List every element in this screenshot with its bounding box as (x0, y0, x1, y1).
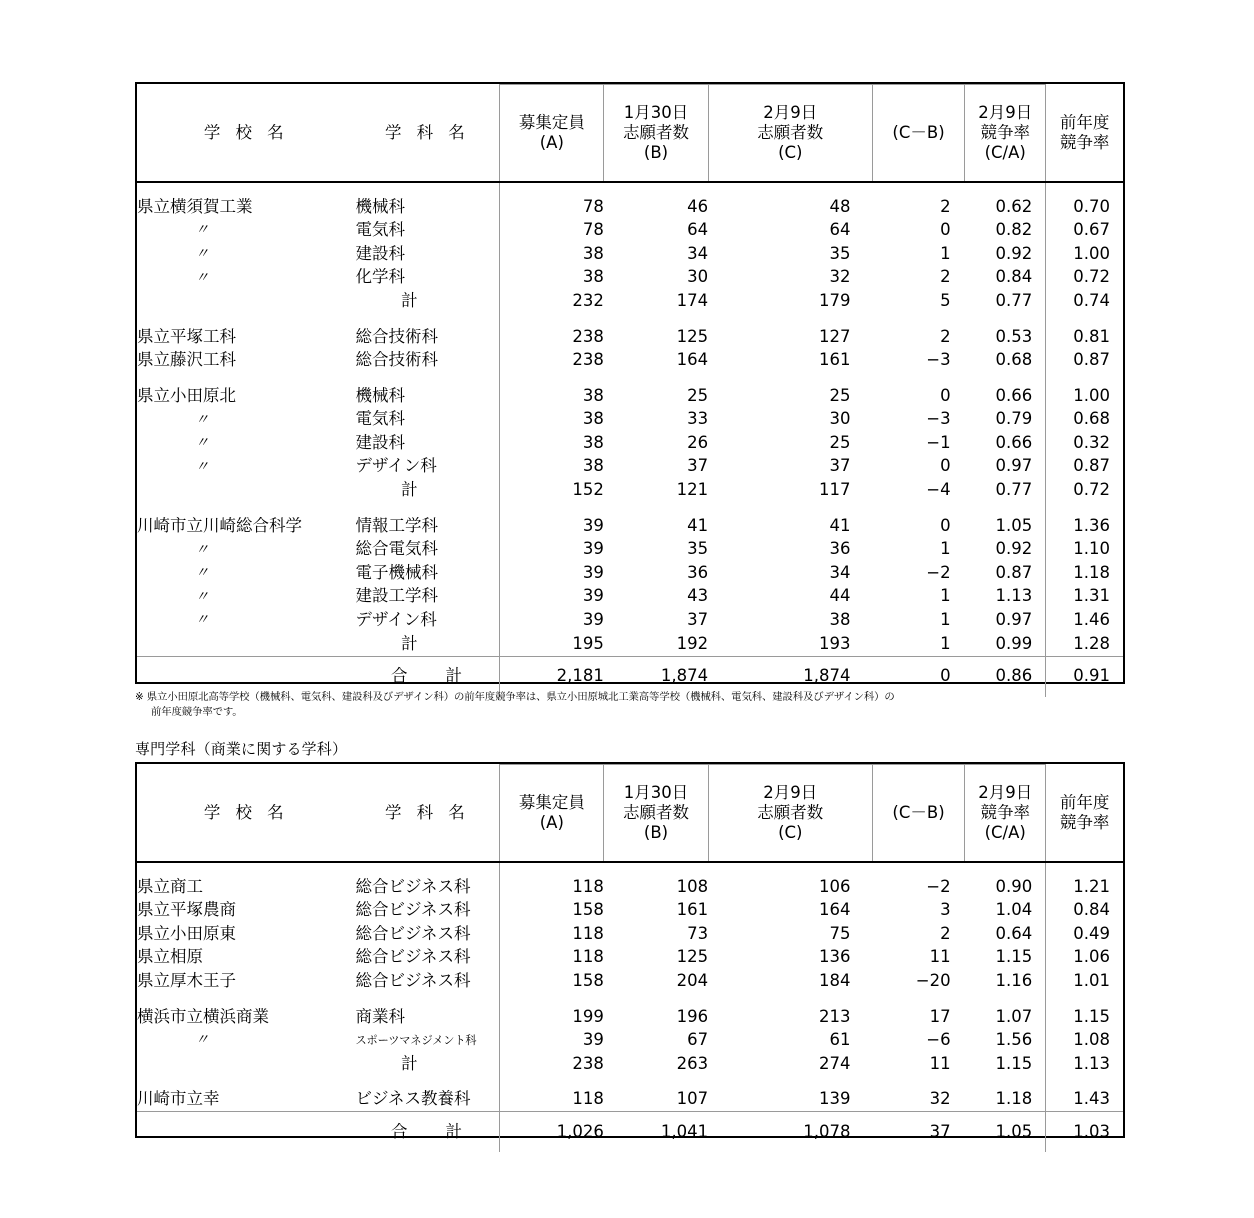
cell-ratio: 1.13 (995, 586, 1033, 606)
cell-quota: 39 (500, 514, 604, 538)
cell-quota: 38 (500, 455, 604, 479)
cell-applicants-b: 64 (687, 220, 709, 240)
school-ditto-mark: 〃 (195, 541, 209, 558)
cell-quota: 118 (500, 875, 604, 899)
cell-applicants-b: 34 (687, 243, 709, 263)
cell-applicants-b: 164 (676, 350, 709, 370)
cell-quota: 78 (500, 219, 604, 243)
school-name: 県立横須賀工業 (137, 196, 253, 216)
table-row (137, 479, 1123, 503)
cell-previous-ratio: 1.01 (1046, 969, 1123, 993)
cell-previous-ratio: 0.87 (1046, 349, 1123, 373)
cell-applicants-c: 25 (829, 385, 851, 405)
cell-applicants-c: 161 (818, 350, 851, 370)
cell-previous-ratio: 1.31 (1046, 585, 1123, 609)
department-name: 建設科 (355, 243, 405, 263)
table-row (137, 969, 1123, 993)
table-row (137, 632, 1123, 656)
department-name: デザイン科 (355, 610, 437, 630)
total-previous-ratio: 0.91 (1046, 657, 1123, 697)
table-row (137, 195, 1123, 219)
cell-applicants-c: 64 (829, 220, 851, 240)
cell-ratio: 0.97 (995, 456, 1033, 476)
cell-applicants-c: 213 (818, 1006, 851, 1026)
cell-previous-ratio: 0.74 (1046, 289, 1123, 313)
cell-ratio: 1.15 (995, 947, 1033, 967)
cell-ratio: 1.56 (995, 1030, 1033, 1050)
table-row (137, 431, 1123, 455)
department-name: 総合電気科 (355, 539, 438, 559)
cell-previous-ratio: 0.84 (1046, 899, 1123, 923)
total-difference: 0 (940, 666, 951, 686)
cell-ratio: 0.97 (995, 610, 1033, 630)
school-name: 川崎市立川崎総合科学 (137, 515, 302, 535)
school-name: 県立商工 (137, 876, 203, 896)
table-row (137, 455, 1123, 479)
cell-ratio: 1.07 (995, 1006, 1033, 1026)
cell-quota: 238 (500, 325, 604, 349)
department-name: 電気科 (355, 409, 405, 429)
cell-ratio: 1.16 (995, 970, 1033, 990)
cell-difference: −6 (926, 1030, 951, 1050)
cell-ratio: 0.53 (995, 326, 1033, 346)
grand-total-row (137, 1112, 1123, 1152)
table-2-body (137, 862, 1123, 1112)
school-ditto-mark: 〃 (195, 1032, 209, 1049)
cell-ratio: 0.66 (995, 432, 1033, 452)
cell-applicants-c: 193 (818, 633, 851, 653)
department-name: 総合ビジネス科 (355, 947, 471, 967)
group-spacer-row (137, 502, 1123, 514)
cell-applicants-c: 36 (829, 539, 851, 559)
cell-previous-ratio: 1.06 (1046, 946, 1123, 970)
top-padding-row (137, 862, 1123, 875)
cell-applicants-c: 30 (829, 409, 851, 429)
subtotal-label: 計 (401, 1053, 418, 1073)
school-name: 県立小田原北 (137, 385, 236, 405)
cell-quota: 39 (500, 585, 604, 609)
header-previous-ratio: 前年度 競争率 (1046, 765, 1123, 863)
school-ditto-mark: 〃 (195, 612, 209, 629)
cell-ratio: 0.92 (995, 539, 1033, 559)
total-quota: 1,026 (500, 1112, 604, 1152)
subtotal-label: 計 (401, 290, 418, 310)
table-row (137, 289, 1123, 313)
cell-previous-ratio: 0.87 (1046, 455, 1123, 479)
total-difference: 37 (929, 1122, 951, 1142)
table-row (137, 266, 1123, 290)
cell-previous-ratio: 0.81 (1046, 325, 1123, 349)
cell-quota: 38 (500, 266, 604, 290)
total-previous-ratio: 1.03 (1046, 1112, 1123, 1152)
table-row (137, 538, 1123, 562)
header-quota: 募集定員 (A) (500, 85, 604, 183)
cell-difference: 2 (940, 267, 951, 287)
total-ratio: 1.05 (995, 1122, 1033, 1142)
cell-ratio: 0.79 (995, 409, 1033, 429)
cell-applicants-b: 35 (687, 539, 709, 559)
department-name: 総合ビジネス科 (355, 970, 471, 990)
cell-ratio: 0.64 (995, 923, 1033, 943)
school-name: 県立藤沢工科 (137, 350, 236, 370)
cell-difference: −4 (926, 480, 951, 500)
school-ditto-mark: 〃 (195, 458, 209, 475)
cell-quota: 238 (500, 349, 604, 373)
school-ditto-mark: 〃 (195, 588, 209, 605)
total-spacer (137, 1112, 355, 1152)
department-name: 化学科 (355, 267, 405, 287)
group-spacer-row (137, 993, 1123, 1005)
cell-previous-ratio: 1.46 (1046, 609, 1123, 633)
cell-difference: 1 (940, 633, 951, 653)
table-1-body (137, 182, 1123, 656)
top-padding-row (137, 182, 1123, 195)
cell-ratio: 0.68 (995, 350, 1033, 370)
cell-applicants-c: 75 (829, 923, 851, 943)
cell-difference: 2 (940, 923, 951, 943)
cell-quota: 238 (500, 1052, 604, 1076)
cell-difference: 2 (940, 196, 951, 216)
cell-quota: 39 (500, 561, 604, 585)
cell-previous-ratio: 0.68 (1046, 408, 1123, 432)
department-name: 総合ビジネス科 (355, 900, 471, 920)
total-applicants-b: 1,041 (660, 1122, 709, 1142)
grand-total-label: 合 計 (391, 1122, 464, 1142)
header-applicants-c: 2月9日 志願者数 (C) (708, 85, 872, 183)
cell-applicants-b: 161 (676, 900, 709, 920)
cell-quota: 78 (500, 195, 604, 219)
cell-quota: 158 (500, 899, 604, 923)
cell-applicants-b: 67 (687, 1030, 709, 1050)
table-row (137, 1005, 1123, 1029)
cell-quota: 38 (500, 431, 604, 455)
total-applicants-c: 1,078 (803, 1122, 851, 1142)
table-commerce-departments (135, 762, 1125, 1142)
cell-previous-ratio: 1.08 (1046, 1029, 1123, 1053)
cell-difference: 32 (929, 1089, 951, 1109)
school-name: 県立相原 (137, 947, 203, 967)
cell-previous-ratio: 1.00 (1046, 384, 1123, 408)
cell-applicants-b: 108 (676, 876, 709, 896)
cell-quota: 38 (500, 384, 604, 408)
cell-ratio: 0.82 (995, 220, 1033, 240)
cell-applicants-c: 164 (818, 900, 851, 920)
cell-applicants-b: 26 (687, 432, 709, 452)
school-name: 県立平塚農商 (137, 900, 236, 920)
department-name: 機械科 (355, 385, 405, 405)
cell-ratio: 1.04 (995, 900, 1033, 920)
table-row (137, 1052, 1123, 1076)
cell-applicants-b: 121 (676, 480, 709, 500)
cell-applicants-c: 44 (829, 586, 851, 606)
school-name: 県立厚木王子 (137, 970, 236, 990)
table-row (137, 219, 1123, 243)
school-ditto-mark: 〃 (195, 411, 209, 428)
cell-ratio: 1.05 (995, 515, 1033, 535)
cell-applicants-c: 37 (829, 456, 851, 476)
school-ditto-mark: 〃 (195, 565, 209, 582)
cell-applicants-c: 48 (829, 196, 851, 216)
cell-difference: 11 (929, 947, 951, 967)
cell-quota: 38 (500, 408, 604, 432)
table-2-total-section (137, 1112, 1123, 1153)
cell-difference: 2 (940, 326, 951, 346)
cell-previous-ratio: 1.18 (1046, 561, 1123, 585)
table-row (137, 325, 1123, 349)
total-ratio: 0.86 (995, 666, 1033, 686)
cell-ratio: 0.87 (995, 562, 1033, 582)
cell-previous-ratio: 1.10 (1046, 538, 1123, 562)
department-name: 商業科 (355, 1006, 405, 1026)
cell-ratio: 0.77 (995, 480, 1033, 500)
table-row (137, 384, 1123, 408)
cell-difference: 0 (940, 456, 951, 476)
cell-applicants-b: 196 (676, 1006, 709, 1026)
cell-quota: 152 (500, 479, 604, 503)
cell-ratio: 1.18 (995, 1089, 1033, 1109)
cell-applicants-b: 73 (687, 923, 709, 943)
cell-applicants-c: 25 (829, 432, 851, 452)
department-name: デザイン科 (355, 456, 437, 476)
cell-ratio: 0.90 (995, 876, 1033, 896)
cell-applicants-c: 127 (818, 326, 851, 346)
header-applicants-b: 1月30日 志願者数 (B) (604, 85, 708, 183)
cell-difference: 11 (929, 1053, 951, 1073)
table-2-grid (137, 764, 1123, 1152)
cell-applicants-b: 30 (687, 267, 709, 287)
cell-difference: 0 (940, 220, 951, 240)
cell-ratio: 0.84 (995, 267, 1033, 287)
header-department: 学 科 名 (355, 85, 499, 183)
department-name: スポーツマネジメント科 (355, 1033, 477, 1047)
cell-previous-ratio: 0.72 (1046, 479, 1123, 503)
cell-difference: −3 (926, 409, 951, 429)
table-1-grid (137, 84, 1123, 697)
department-name: 建設科 (355, 432, 405, 452)
cell-previous-ratio: 0.70 (1046, 195, 1123, 219)
header-department: 学 科 名 (355, 765, 499, 863)
cell-difference: 0 (940, 515, 951, 535)
header-difference: (C－B) (872, 85, 964, 183)
cell-difference: −20 (915, 970, 951, 990)
table-row (137, 408, 1123, 432)
table-row (137, 242, 1123, 266)
table-row (137, 585, 1123, 609)
cell-previous-ratio: 1.13 (1046, 1052, 1123, 1076)
school-name: 横浜市立横浜商業 (137, 1006, 269, 1026)
cell-previous-ratio: 1.43 (1046, 1088, 1123, 1112)
table-row (137, 1088, 1123, 1112)
school-ditto-mark: 〃 (195, 269, 209, 286)
cell-applicants-c: 117 (818, 480, 851, 500)
cell-difference: 1 (940, 243, 951, 263)
cell-applicants-b: 174 (676, 290, 709, 310)
footnote-line-1: ※ 県立小田原北高等学校（機械科、電気科、建設科及びデザイン科）の前年度競争率は、県立小田原城北工業高等学校（機械科、電気科、建設科及びデザイン科）の (135, 691, 895, 703)
table-row (137, 514, 1123, 538)
total-quota: 2,181 (500, 657, 604, 697)
cell-ratio: 1.15 (995, 1053, 1033, 1073)
cell-applicants-b: 33 (687, 409, 709, 429)
cell-previous-ratio: 1.36 (1046, 514, 1123, 538)
table-row (137, 875, 1123, 899)
school-name: 川崎市立幸 (137, 1089, 220, 1109)
cell-applicants-b: 25 (687, 385, 709, 405)
cell-quota: 39 (500, 1029, 604, 1053)
cell-applicants-c: 32 (829, 267, 851, 287)
cell-previous-ratio: 1.15 (1046, 1005, 1123, 1029)
department-name: 機械科 (355, 196, 405, 216)
cell-applicants-b: 36 (687, 562, 709, 582)
school-name (137, 289, 355, 313)
school-ditto-mark: 〃 (195, 435, 209, 452)
cell-previous-ratio: 1.28 (1046, 632, 1123, 656)
cell-previous-ratio: 1.21 (1046, 875, 1123, 899)
cell-difference: −1 (926, 432, 951, 452)
header-applicants-c: 2月9日 志願者数 (C) (708, 765, 872, 863)
school-name (137, 479, 355, 503)
cell-applicants-c: 34 (829, 562, 851, 582)
cell-difference: 1 (940, 610, 951, 630)
school-name: 県立小田原東 (137, 923, 236, 943)
cell-applicants-b: 46 (687, 196, 709, 216)
table-row (137, 946, 1123, 970)
group-spacer-row (137, 313, 1123, 325)
group-spacer-row (137, 1076, 1123, 1088)
table-row (137, 561, 1123, 585)
cell-applicants-c: 41 (829, 515, 851, 535)
school-ditto-mark: 〃 (195, 245, 209, 262)
table-row (137, 609, 1123, 633)
cell-applicants-b: 125 (676, 326, 709, 346)
cell-quota: 118 (500, 922, 604, 946)
cell-difference: 0 (940, 385, 951, 405)
header-previous-ratio: 前年度 競争率 (1046, 85, 1123, 183)
table-header-row (137, 765, 1123, 863)
header-quota: 募集定員 (A) (500, 765, 604, 863)
cell-difference: −3 (926, 350, 951, 370)
cell-ratio: 0.77 (995, 290, 1033, 310)
cell-quota: 118 (500, 1088, 604, 1112)
department-name: 建設工学科 (355, 586, 438, 606)
cell-applicants-b: 125 (676, 947, 709, 967)
department-name: 総合技術科 (355, 350, 438, 370)
cell-difference: −2 (926, 562, 951, 582)
grand-total-label: 合 計 (391, 666, 464, 686)
department-name: 電気科 (355, 220, 405, 240)
section-title-commerce: 専門学科（商業に関する学科） (135, 740, 348, 758)
cell-applicants-c: 179 (818, 290, 851, 310)
table-row (137, 922, 1123, 946)
footnote (135, 690, 895, 720)
header-school: 学 校 名 (137, 765, 355, 863)
cell-ratio: 0.62 (995, 196, 1033, 216)
total-applicants-c: 1,874 (803, 666, 851, 686)
cell-difference: −2 (926, 876, 951, 896)
cell-applicants-c: 139 (818, 1089, 851, 1109)
cell-applicants-b: 43 (687, 586, 709, 606)
department-name: 総合ビジネス科 (355, 923, 471, 943)
group-spacer-row (137, 372, 1123, 384)
school-ditto-mark: 〃 (195, 222, 209, 239)
cell-quota: 199 (500, 1005, 604, 1029)
subtotal-label: 計 (401, 480, 418, 500)
cell-quota: 118 (500, 946, 604, 970)
cell-applicants-b: 41 (687, 515, 709, 535)
department-name: ビジネス教養科 (355, 1089, 471, 1109)
cell-applicants-c: 38 (829, 610, 851, 630)
school-name (137, 632, 355, 656)
cell-applicants-b: 37 (687, 456, 709, 476)
cell-applicants-c: 106 (818, 876, 851, 896)
school-name: 県立平塚工科 (137, 326, 236, 346)
cell-previous-ratio: 1.00 (1046, 242, 1123, 266)
cell-difference: 17 (929, 1006, 951, 1026)
cell-difference: 3 (940, 900, 951, 920)
cell-applicants-b: 192 (676, 633, 709, 653)
total-applicants-b: 1,874 (660, 666, 709, 686)
cell-applicants-c: 136 (818, 947, 851, 967)
cell-previous-ratio: 0.49 (1046, 922, 1123, 946)
cell-applicants-c: 61 (829, 1030, 851, 1050)
table-header-row (137, 85, 1123, 183)
header-applicants-b: 1月30日 志願者数 (B) (604, 765, 708, 863)
cell-quota: 158 (500, 969, 604, 993)
cell-ratio: 0.66 (995, 385, 1033, 405)
school-name (137, 1052, 355, 1076)
header-ratio: 2月9日 競争率 (C/A) (965, 765, 1046, 863)
cell-ratio: 0.99 (995, 633, 1033, 653)
department-name: 総合技術科 (355, 326, 438, 346)
table-row (137, 899, 1123, 923)
footnote-line-2: 前年度競争率です。 (151, 706, 243, 719)
department-name: 電子機械科 (355, 562, 438, 582)
department-name: 情報工学科 (355, 515, 438, 535)
cell-previous-ratio: 0.72 (1046, 266, 1123, 290)
header-school: 学 校 名 (137, 85, 355, 183)
table-row (137, 1029, 1123, 1053)
cell-previous-ratio: 0.32 (1046, 431, 1123, 455)
cell-previous-ratio: 0.67 (1046, 219, 1123, 243)
cell-applicants-b: 204 (676, 970, 709, 990)
cell-applicants-b: 263 (676, 1053, 709, 1073)
cell-quota: 39 (500, 609, 604, 633)
cell-applicants-b: 37 (687, 610, 709, 630)
cell-difference: 5 (940, 290, 951, 310)
table-row (137, 349, 1123, 373)
table-industrial-departments (135, 82, 1125, 684)
cell-applicants-c: 184 (818, 970, 851, 990)
cell-difference: 1 (940, 586, 951, 606)
cell-difference: 1 (940, 539, 951, 559)
cell-ratio: 0.92 (995, 243, 1033, 263)
cell-applicants-c: 274 (818, 1053, 851, 1073)
header-difference: (C－B) (872, 765, 964, 863)
cell-quota: 232 (500, 289, 604, 313)
department-name: 総合ビジネス科 (355, 876, 471, 896)
cell-applicants-c: 35 (829, 243, 851, 263)
cell-quota: 38 (500, 242, 604, 266)
cell-quota: 39 (500, 538, 604, 562)
cell-quota: 195 (500, 632, 604, 656)
header-ratio: 2月9日 競争率 (C/A) (965, 85, 1046, 183)
subtotal-label: 計 (401, 633, 418, 653)
cell-applicants-b: 107 (676, 1089, 709, 1109)
